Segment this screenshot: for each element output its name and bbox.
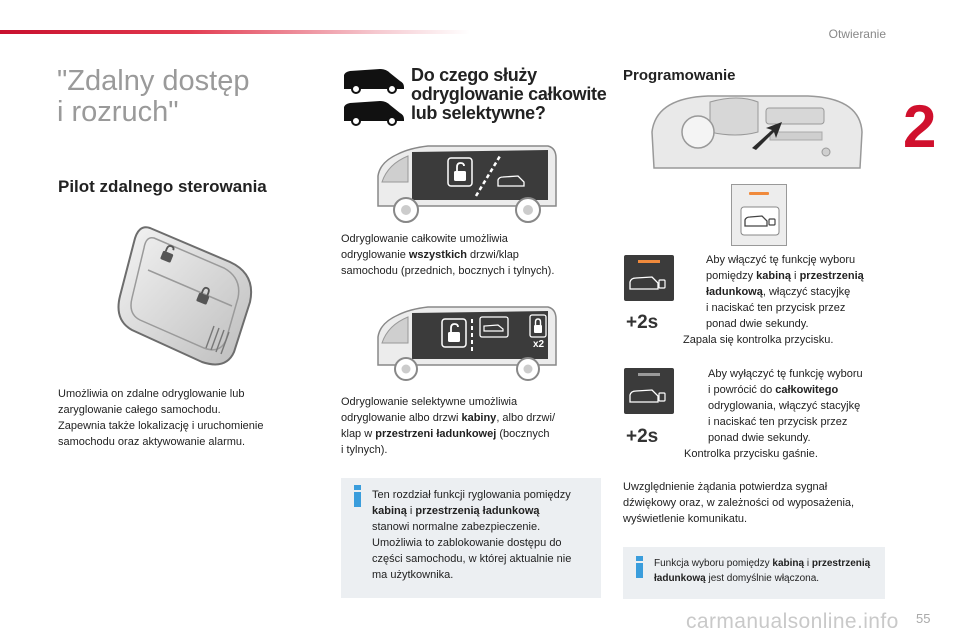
button-tile-2: [624, 368, 674, 414]
programming-heading: Programowanie: [623, 67, 736, 84]
remote-description: Umożliwia on zdalne odryglowanie lub zaryglowanie całego samochodu. Zapewnia także lokalizację i uruchomienie samochodu oraz aktywowanie alarmu.: [58, 388, 264, 448]
step-1-text: Aby włączyć tę funkcję wyboru pomiędzy kabiną i przestrzenią ładunkową, włączyć stacyjkę i naciskać ten przycisk przez ponad dwie sekundy.: [706, 254, 864, 330]
info-icon: [354, 485, 361, 507]
chapter-number: 2: [903, 93, 937, 160]
purpose-info-text: Ten rozdział funkcji ryglowania pomiędzy kabiną i przestrzenią ładunkową stanowi normalne zabezpieczenie. Umożliwia to zablokowanie dostępu do części samochodu, w której aktualnie nie ma użytkownika.: [372, 489, 572, 581]
remote-heading: Pilot zdalnego sterowania: [58, 177, 267, 196]
button-led: [638, 373, 660, 376]
van-lock-icon: [628, 384, 670, 410]
button-led: [749, 192, 769, 195]
page-title: "Zdalny dostęp i rozruch": [57, 65, 250, 128]
van-lock-icon: [628, 271, 670, 297]
header-stripe: [0, 30, 470, 34]
remote-key-illustration: [110, 222, 270, 372]
full-unlock-text: Odryglowanie całkowite umożliwia odryglowanie wszystkich drzwi/klap samochodu (przednich, bocznych i tylnych).: [341, 233, 555, 277]
page-number: 55: [916, 611, 931, 626]
hold-2s-label-2: +2s: [626, 426, 659, 447]
selective-unlock-button-icon: [740, 206, 780, 236]
button-led: [638, 260, 660, 263]
van-full-unlock-illustration: [368, 142, 563, 226]
step-2-text: Aby wyłączyć tę funkcję wyboru i powrócić do całkowitego odryglowania, włączyć stacyjkę i naciskać ten przycisk przez ponad dwie sekundy.: [708, 368, 863, 444]
step-2-result: Kontrolka przycisku gaśnie.: [684, 448, 818, 460]
confirmation-note: Uwzględnienie żądania potwierdza sygnał dźwiękowy oraz, w zależności od wyposażenia, wyświetlenie komunikatu.: [623, 481, 855, 525]
dashboard-illustration: [648, 92, 866, 174]
programming-info-text: Funkcja wyboru pomiędzy kabiną i przestrzenią ładunkową jest domyślnie włączona.: [654, 558, 871, 584]
info-icon: [636, 556, 643, 578]
button-tile-1: [624, 255, 674, 301]
purpose-heading: Do czego służy odryglowanie całkowite lub selektywne?: [411, 65, 607, 123]
selective-unlock-text: Odryglowanie selektywne umożliwia odryglowanie albo drzwi kabiny, albo drzwi/ klap w przestrzeni ładunkowej (bocznych i tylnych).: [341, 396, 556, 456]
badge-x2: x2: [533, 339, 545, 350]
van-silhouette-icons: [340, 65, 406, 127]
section-name: Otwieranie: [828, 27, 886, 41]
step-1-result: Zapala się kontrolka przycisku.: [683, 334, 834, 346]
hold-2s-label-1: +2s: [626, 312, 659, 333]
footer-watermark: carmanualsonline.info: [686, 610, 899, 633]
